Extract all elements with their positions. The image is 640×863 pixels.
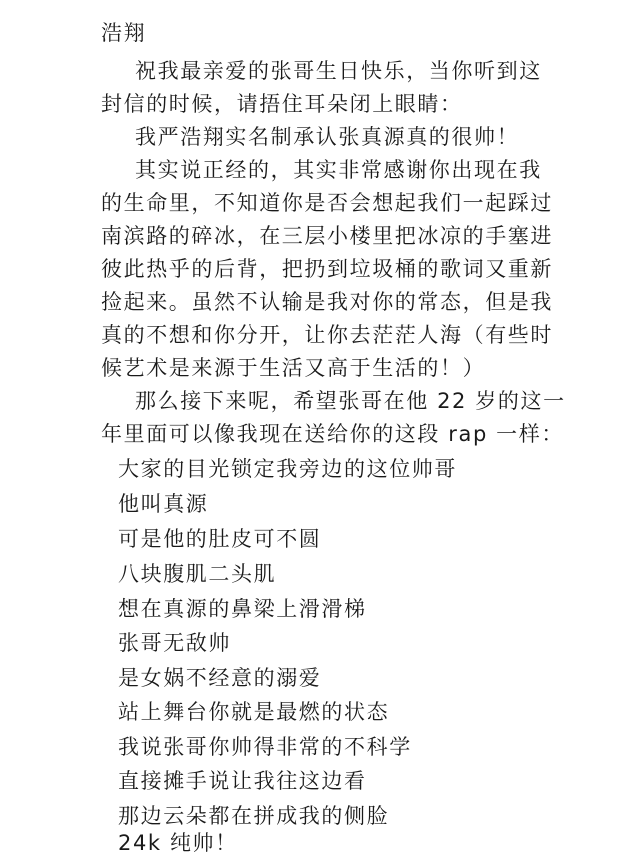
paragraph-3-line-6: 真的不想和你分开，让你去茫茫人海（有些时 — [101, 323, 553, 347]
rap-line: 那边云朵都在拼成我的侧脸 — [118, 804, 390, 828]
salutation: 浩翔 — [101, 21, 147, 45]
rap-line: 八块腹肌二头肌 — [118, 562, 277, 586]
rap-line: 24k 纯帅！ — [118, 831, 238, 855]
paragraph-3-line-7: 候艺术是来源于生活又高于生活的！） — [101, 356, 486, 380]
paragraph-4-line-1: 那么接下来呢，希望张哥在他 22 岁的这一 — [135, 389, 566, 413]
rap-line: 可是他的肚皮可不圆 — [118, 527, 322, 551]
paragraph-3-line-1: 其实说正经的，其实非常感谢你出现在我 — [135, 158, 542, 182]
rap-line: 站上舞台你就是最燃的状态 — [118, 700, 390, 724]
paragraph-3-line-3: 南滨路的碎冰，在三层小楼里把冰凉的手塞进 — [101, 224, 553, 248]
paragraph-3-line-2: 的生命里，不知道你是否会想起我们一起踩过 — [101, 191, 553, 215]
rap-line: 张哥无敌帅 — [118, 631, 231, 655]
rap-line: 他叫真源 — [118, 492, 209, 516]
rap-line: 是女娲不经意的溺爱 — [118, 666, 322, 690]
paragraph-2-line-1: 我严浩翔实名制承认张真源真的很帅！ — [135, 125, 520, 149]
rap-line: 大家的目光锁定我旁边的这位帅哥 — [118, 457, 457, 481]
rap-line: 我说张哥你帅得非常的不科学 — [118, 735, 412, 759]
paragraph-4-line-2: 年里面可以像我现在送给你的这段 rap 一样： — [101, 422, 564, 446]
paragraph-3-line-5: 捡起来。虽然不认输是我对你的常态，但是我 — [101, 290, 553, 314]
paragraph-1-line-2: 封信的时候，请捂住耳朵闭上眼睛： — [101, 92, 463, 116]
rap-line: 想在真源的鼻梁上滑滑梯 — [118, 597, 367, 621]
rap-line: 直接摊手说让我往这边看 — [118, 769, 367, 793]
paragraph-1-line-1: 祝我最亲爱的张哥生日快乐，当你听到这 — [135, 59, 542, 83]
paragraph-3-line-4: 彼此热乎的后背，把扔到垃圾桶的歌词又重新 — [101, 257, 553, 281]
